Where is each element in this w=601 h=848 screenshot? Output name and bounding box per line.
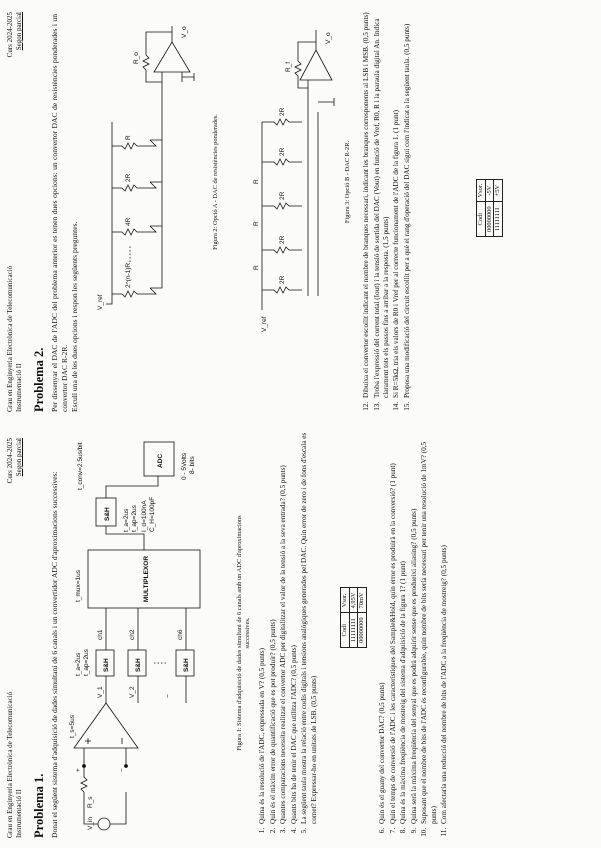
fig1-minus-sign: − [119,768,126,772]
p1-table-header-code: Codi [341,613,350,648]
problem2-column [0,2,601,422]
p2-table-cell: 00000000 [485,202,494,237]
fig2-r-label: 2^(n-1)R [125,262,132,288]
question-10: 10. Suposant que el nombre de bits de l'ADC és reconfigurable, quin nombre de bits seria necessari per tenir una resolució de 1mV? (0,5 punts) [420,431,438,826]
question-1: 1. Quina és la resolució de l'ADC, expressada en V? (0,5 punts) [258,431,267,826]
header-program: Grau en Enginyeria Electrònica de Telecomunicació [6,691,14,838]
page-header [6,438,24,838]
fig1-mux-label: MULTIPLEXOR [143,555,150,603]
fig1-ta-label: t_a=2us [75,652,82,676]
fig1-vin-label: V_in [87,816,94,830]
fig1-sh-label-1: S&H [103,658,110,672]
fig2-4r-label: 4R [125,217,132,226]
fig2-2r-label: 2R [125,173,132,182]
fig1-ch2-label: ch2 [129,629,136,640]
problem2-intro-text-1: Per dissenyar el DAC de l'ADC del problema anterior es tenen dues opcions: un convertor DAC de resistències ponderades i un convertor DAC R-2R. [50,14,69,412]
p2-table-cell: -5V [485,179,494,202]
problem2-intro [50,14,79,412]
header-program: Grau en Enginyeria Electrònica de Telecomunicació [6,265,14,412]
fig3-vref-label: V_ref [261,316,268,332]
fig1-sh-label-6: S&H [183,658,190,672]
fig3-r-label: R [253,221,260,226]
problem1-intro [50,440,60,838]
question-4: 4. Quants bits ha de tenir el DAC que utilitza l'ADC? (0,5 punts) [290,431,299,826]
header-year: Curs 2024-2025 [6,12,14,58]
header-course: Instrumentació II [15,789,23,838]
fig1-tconv-label: t_conv=2.5us/bit [77,442,84,490]
fig1-ch6-label: ch6 [177,629,184,640]
problem2-code-table [476,179,503,237]
problem1-questions-a [258,431,320,840]
p1-table-cell: 00000000 [358,613,367,648]
fig1-tmux-label: t_mux=1us [75,570,82,602]
problem2-questions [362,5,414,414]
fig1-sh-label-2: S&H [135,658,142,672]
p2-table-cell: +5V [494,179,503,202]
header-exam: Segon parcial [15,438,23,477]
figure3-r2r-dac [222,2,342,422]
fig1-v1-label: V_1 [97,686,104,698]
question-3: 3. Quantes comparacions necessita realitzar el convertor ADC per digitalitzar el valor de la tensió a la seva entrada? (0,5 punts) [279,431,288,826]
fig2-1r-label: R [125,135,132,140]
question-13: 13. Troba l'expressió del corrent total (Iout) i la tensió de sortida del DAC (Vout) en funció de Vref, R0, R i la paraula digital An. Indica clarament tots els passos fins a arribar a la resposta. (1,5 punts) [373,5,391,400]
question-2: 2. Quin és el màxim error de quantificació que es pot produir? (0,5 punts) [269,431,278,826]
question-14: 14. Si R=5kΩ, tria els valors de R0 i Vref per al correcte funcionament de l'ADC de la figura 1. (1 punt) [392,5,401,400]
problem1-code-table [340,587,367,648]
fig1-ts-label: t_s=5us [69,715,76,738]
fig1-plus-sign: + [75,768,82,772]
header-year: Curs 2024-2025 [6,438,14,484]
fig1-bits-label: 8- bits [189,456,196,474]
question-7: 7. Quin el temps de conversió de l'ADC i les característiques del Sample&Hold, quin error es produirà en la conversió? (1 punt) [389,431,398,826]
header-exam: Segon parcial [15,12,23,51]
p2-table-header-vout: Vsor. [477,179,486,202]
fig1-instrumentation-amp [74,703,138,748]
fig3-switch-lines [308,112,318,296]
fig1-minus-label: − [165,694,172,698]
fig1-v2-label: V_2 [129,686,136,698]
fig1-range-label: 0 - 5Volts [181,452,188,480]
question-6: 6. Quin és el guany del convertor DAC? (0,5 punts) [378,431,387,826]
fig2-branch-3 [112,173,162,191]
fig1-source-symbol [98,818,110,830]
header-course: Instrumentació II [15,363,23,412]
header-right [6,12,24,57]
fig3-2r-label: 2R [279,275,286,284]
fig3-2r-label: 2R [279,191,286,200]
figure2-weighted-dac [90,2,210,422]
fig1-ta-b-label: t_a=2us [123,508,130,532]
problem1-intro-text: Donat el següent sistema d'adquisició de dades simultani de 6 canals i un convertidor ADC d'aproximacions successives: [50,471,59,838]
fig3-rf-label: R_f [285,61,292,72]
fig3-2r-label: 2R [279,235,286,244]
fig1-sh-label-final: S&H [104,507,111,521]
fig1-rs-label: R_s [87,796,94,808]
problem2-title: Problema 2. [32,347,46,412]
figure1-caption: Figura 1: Sistema d'adquisició de dades simultani de 6 canals amb un ADC d'aproximacions successives. [236,515,251,751]
fig2-vref-label: V_ref [97,294,104,310]
figure2-caption: Figura 2: Opció A - DAC de resistències ponderades. [212,114,219,250]
question-5: 5. La següent taula mostra la relació entre codis digitals i tensions analògiques generades pel DAC. Quin error de zero i de fons d'escala es comet? Expressar-ho en unitats de LSB. (0,5 punts) [300,431,318,826]
p1-table-cell: 11111111 [349,613,358,648]
fig3-2r-label: 2R [279,147,286,156]
fig1-ch-label: C_H=100pF [149,496,156,532]
p1-table-cell: 70mV [358,588,367,613]
question-15: 15. Proposa una modificació del circuit escollit per a què el rang d'operació del DAC sigui com l'indicat a la següent taula. (0,5 punts) [403,5,412,400]
fig1-adc-label: ADC [157,453,164,468]
p2-table-header-code: Codi [477,202,486,237]
fig2-branch-1 [112,82,162,297]
problem2-intro-text-2: Escull una de les dues opcions i respon les següents preguntes. [69,221,79,412]
fig3-2r-label: 2R [279,107,286,116]
problem1-title: Problema 1. [32,773,46,838]
problem1-questions-b [378,431,451,840]
question-9: 9. Quina serà la màxima freqüència del senyal que es podrà adquirir sense que es produeixi aliasing? (0,5 punts) [410,431,419,826]
fig1-ch1-label: ch1 [97,629,104,640]
fig2-vo-label: V_o [181,26,188,38]
p1-table-header-vout: Vsor. [341,588,350,613]
fig3-r-label: R [253,179,260,184]
p1-table-cell: 4,95V [349,588,358,613]
fig3-ladder-2r [262,119,302,293]
header-right [6,438,24,483]
question-11: 11. Com afectaria una reducció del nombre de bits de l'ADC a la freqüència de mostreig? (0,5 punts) [440,431,449,826]
fig3-vo-label: V_o [325,32,332,44]
fig2-branch-2 [112,217,162,235]
fig1-tap-b-label: t_ap=2us [131,505,138,532]
fig2-ro-label: R_o [133,52,140,64]
problem1-column [0,428,601,848]
page-header-2 [6,12,24,412]
figure3-caption: Figura 3: Opció B - DAC R-2R. [344,140,351,224]
fig1-id-label: I_d=100nA [141,500,148,532]
p2-table-cell: 11111111 [494,202,503,237]
fig1-tap-label: t_ap=2us [83,649,90,676]
question-12: 12. Dibuixa el convertor escollit indicant el nombre de branques necessari, indicant les branques corresponents al LSB i MSB. (0,5 punts) [362,5,371,400]
fig2-branch-4 [112,135,162,149]
fig3-r-label: R [253,265,260,270]
question-8: 8. Quina és la màxima freqüència de mostreig del sistema d'adquisició de la figura 1? (1 punt) [399,431,408,826]
